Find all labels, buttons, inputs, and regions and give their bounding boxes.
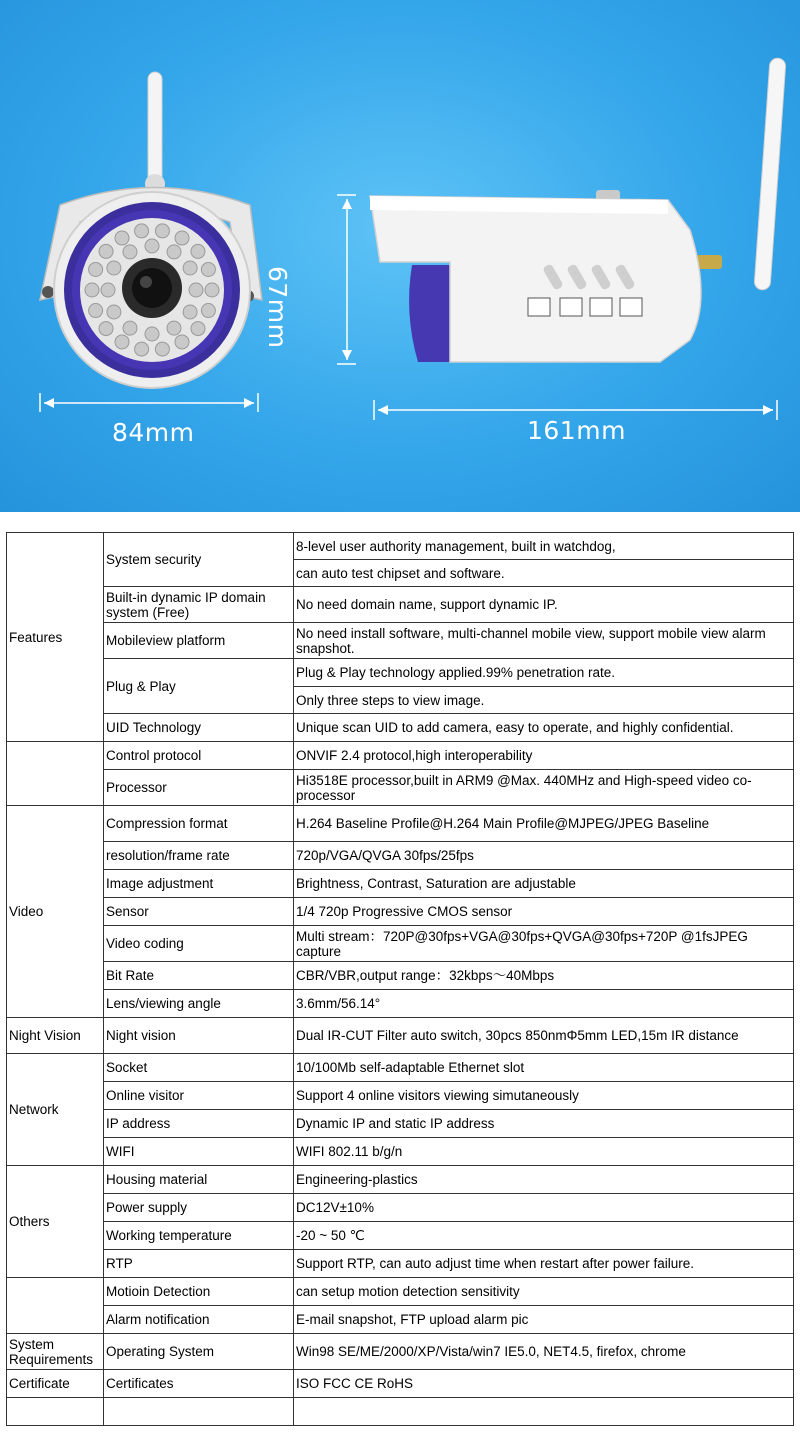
- table-row: [7, 1018, 794, 1054]
- spec-feature: Lens/viewing angle: [104, 990, 294, 1018]
- ir-led-icon: [115, 335, 129, 349]
- ir-led-icon: [205, 283, 219, 297]
- spec-feature: Certificates: [104, 1370, 294, 1398]
- spec-feature: Working temperature: [104, 1222, 294, 1250]
- spec-value: -20 ~ 50 ℃: [294, 1222, 794, 1250]
- ir-led-icon: [123, 245, 137, 259]
- table-row: [7, 990, 794, 1018]
- table-row: [7, 898, 794, 926]
- table-row: [7, 1370, 794, 1398]
- spec-category: [7, 1398, 104, 1426]
- spec-category: [7, 742, 104, 806]
- spec-feature: Mobileview platform: [104, 623, 294, 659]
- table-row: [7, 714, 794, 742]
- spec-category: [7, 1278, 104, 1334]
- ir-led-icon: [85, 283, 99, 297]
- spec-feature: WIFI: [104, 1138, 294, 1166]
- spec-feature: Processor: [104, 770, 294, 806]
- ir-led-icon: [89, 304, 103, 318]
- spec-feature: Compression format: [104, 806, 294, 842]
- table-row: [7, 770, 794, 806]
- table-row: [7, 842, 794, 870]
- table-row: [7, 962, 794, 990]
- spec-feature: Operating System: [104, 1334, 294, 1370]
- ir-led-icon: [167, 321, 181, 335]
- ir-led-icon: [191, 244, 205, 258]
- table-row: [7, 533, 794, 560]
- ir-led-icon: [175, 335, 189, 349]
- table-row: [7, 623, 794, 659]
- spec-value: DC12V±10%: [294, 1194, 794, 1222]
- spec-category: Video: [7, 806, 104, 1018]
- front-width-label: 84mm: [112, 418, 195, 447]
- ir-led-icon: [155, 224, 169, 238]
- ir-led-icon: [191, 322, 205, 336]
- spec-feature: Online visitor: [104, 1082, 294, 1110]
- spec-feature: Alarm notification: [104, 1306, 294, 1334]
- spec-category: Others: [7, 1166, 104, 1278]
- ir-led-icon: [99, 322, 113, 336]
- spec-feature: Image adjustment: [104, 870, 294, 898]
- table-row: [7, 659, 794, 687]
- spec-value: Plug & Play technology applied.99% penetration rate.: [294, 659, 794, 687]
- spec-value: 3.6mm/56.14°: [294, 990, 794, 1018]
- ir-led-icon: [155, 342, 169, 356]
- spec-value: 8-level user authority management, built in watchdog,: [294, 533, 794, 560]
- table-row: [7, 1306, 794, 1334]
- ir-led-icon: [175, 231, 189, 245]
- side-length-label: 161mm: [527, 416, 626, 445]
- camera-front-icon: [40, 72, 262, 388]
- ir-led-icon: [99, 244, 113, 258]
- table-row: [7, 1194, 794, 1222]
- spec-feature: Housing material: [104, 1166, 294, 1194]
- spec-value: 720p/VGA/QVGA 30fps/25fps: [294, 842, 794, 870]
- spec-value: 10/100Mb self-adaptable Ethernet slot: [294, 1054, 794, 1082]
- ir-led-icon: [135, 224, 149, 238]
- spec-category: Night Vision: [7, 1018, 104, 1054]
- width-dimension-line: [40, 393, 258, 412]
- spec-value: No need install software, multi-channel mobile view, support mobile view alarm snapshot.: [294, 623, 794, 659]
- ir-led-icon: [145, 327, 159, 341]
- ir-led-icon: [145, 239, 159, 253]
- antenna-icon: [148, 72, 162, 184]
- spec-value: [294, 1398, 794, 1426]
- spec-feature: RTP: [104, 1250, 294, 1278]
- spec-feature: Sensor: [104, 898, 294, 926]
- spec-value: ISO FCC CE RoHS: [294, 1370, 794, 1398]
- spec-value: Dynamic IP and static IP address: [294, 1110, 794, 1138]
- spec-table-body: [7, 533, 794, 1426]
- ir-led-icon: [201, 262, 215, 276]
- table-row: [7, 1222, 794, 1250]
- table-row: [7, 587, 794, 623]
- spec-feature: Plug & Play: [104, 659, 294, 714]
- spec-feature: Socket: [104, 1054, 294, 1082]
- side-height-label: 67mm: [263, 266, 292, 349]
- spec-value: ONVIF 2.4 protocol,high interoperability: [294, 742, 794, 770]
- spec-value: Support RTP, can auto adjust time when restart after power failure.: [294, 1250, 794, 1278]
- height-dimension-line: [337, 195, 356, 364]
- table-row: [7, 1250, 794, 1278]
- spec-value: E-mail snapshot, FTP upload alarm pic: [294, 1306, 794, 1334]
- spec-value: Dual IR-CUT Filter auto switch, 30pcs 850nmΦ5mm LED,15m IR distance: [294, 1018, 794, 1054]
- table-row: [7, 870, 794, 898]
- spec-value: CBR/VBR,output range：32kbps～40Mbps: [294, 962, 794, 990]
- spec-feature: Power supply: [104, 1194, 294, 1222]
- spec-value: Engineering-plastics: [294, 1166, 794, 1194]
- ir-led-icon: [135, 342, 149, 356]
- table-row: [7, 1166, 794, 1194]
- spec-feature: Video coding: [104, 926, 294, 962]
- table-row: [7, 1334, 794, 1370]
- ir-led-icon: [123, 321, 137, 335]
- ir-led-icon: [183, 261, 197, 275]
- spec-value: No need domain name, support dynamic IP.: [294, 587, 794, 623]
- ir-led-icon: [89, 262, 103, 276]
- table-row: [7, 1110, 794, 1138]
- spec-value: Unique scan UID to add camera, easy to operate, and highly confidential.: [294, 714, 794, 742]
- ir-led-icon: [107, 261, 121, 275]
- spec-category: Certificate: [7, 1370, 104, 1398]
- spec-feature: System security: [104, 533, 294, 587]
- spec-value: Brightness, Contrast, Saturation are adjustable: [294, 870, 794, 898]
- spec-feature: [104, 1398, 294, 1426]
- ir-led-icon: [183, 305, 197, 319]
- spec-table: [6, 532, 794, 1426]
- spec-value: can auto test chipset and software.: [294, 560, 794, 587]
- spec-value: Support 4 online visitors viewing simutaneously: [294, 1082, 794, 1110]
- table-row: [7, 1398, 794, 1426]
- spec-feature: UID Technology: [104, 714, 294, 742]
- spec-category: Network: [7, 1054, 104, 1166]
- spec-feature: Motioin Detection: [104, 1278, 294, 1306]
- spec-category: Features: [7, 533, 104, 742]
- ir-led-icon: [101, 283, 115, 297]
- spec-feature: Built-in dynamic IP domain system (Free): [104, 587, 294, 623]
- spec-value: Multi stream：720P@30fps+VGA@30fps+QVGA@30fps+720P @1fsJPEG capture: [294, 926, 794, 962]
- spec-value: Win98 SE/ME/2000/XP/Vista/win7 IE5.0, NET4.5, firefox, chrome: [294, 1334, 794, 1370]
- ir-led-icon: [107, 305, 121, 319]
- spec-value: WIFI 802.11 b/g/n: [294, 1138, 794, 1166]
- ir-led-icon: [201, 304, 215, 318]
- table-row: [7, 1278, 794, 1306]
- table-row: [7, 1082, 794, 1110]
- product-hero-banner: [0, 0, 800, 512]
- spec-value: Only three steps to view image.: [294, 687, 794, 714]
- spec-category: System Requirements: [7, 1334, 104, 1370]
- spec-feature: IP address: [104, 1110, 294, 1138]
- camera-side-icon: [370, 58, 786, 362]
- spec-value: can setup motion detection sensitivity: [294, 1278, 794, 1306]
- spec-feature: Control protocol: [104, 742, 294, 770]
- spec-value: 1/4 720p Progressive CMOS sensor: [294, 898, 794, 926]
- table-row: [7, 1054, 794, 1082]
- table-row: [7, 926, 794, 962]
- spec-feature: resolution/frame rate: [104, 842, 294, 870]
- table-row: [7, 806, 794, 842]
- spec-value: Hi3518E processor,built in ARM9 @Max. 440MHz and High-speed video co-processor: [294, 770, 794, 806]
- spec-value: H.264 Baseline Profile@H.264 Main Profile@MJPEG/JPEG Baseline: [294, 806, 794, 842]
- spec-feature: Bit Rate: [104, 962, 294, 990]
- table-row: [7, 742, 794, 770]
- ir-led-icon: [115, 231, 129, 245]
- ir-led-icon: [189, 283, 203, 297]
- spec-feature: Night vision: [104, 1018, 294, 1054]
- ir-led-icon: [167, 245, 181, 259]
- table-row: [7, 1138, 794, 1166]
